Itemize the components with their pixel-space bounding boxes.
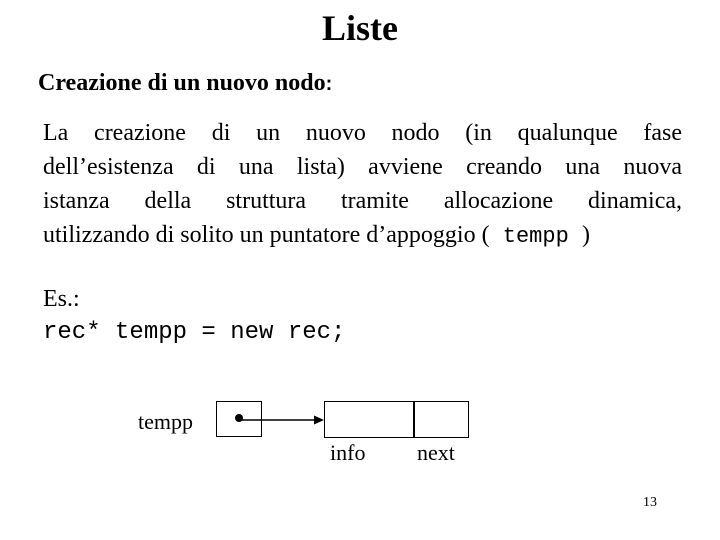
example-label: Es.: [43, 286, 80, 312]
slide-title: Liste [322, 8, 398, 48]
paragraph-line-4-prefix: utilizzando di solito un puntatore d’appoggio ( [43, 222, 490, 248]
inline-code-tempp: tempp [489, 224, 582, 249]
paragraph-line-3: istanza della struttura tramite allocazione dinamica, [43, 188, 682, 214]
paragraph-line-4 [43, 218, 682, 254]
next-field-label: next [417, 440, 455, 465]
page-number: 13 [643, 495, 657, 510]
paragraph-line-2: dell’esistenza di una lista) avviene creando una nuova [43, 154, 682, 180]
pointer-variable-label: tempp [138, 409, 193, 434]
body-paragraph [43, 116, 682, 254]
arrow-head [314, 416, 324, 425]
code-example: rec* tempp = new rec; [43, 319, 346, 346]
paragraph-line-1: La creazione di un nuovo nodo (in qualunque fase [43, 120, 682, 146]
section-heading-colon: : [325, 73, 333, 95]
info-field-label: info [330, 440, 366, 465]
paragraph-line-4-suffix: ) [582, 222, 590, 248]
section-heading [38, 68, 332, 99]
pointer-arrow [230, 405, 330, 435]
node-next-field [413, 401, 469, 438]
section-heading-text: Creazione di un nuovo nodo [38, 70, 326, 96]
node-info-field [324, 401, 415, 438]
